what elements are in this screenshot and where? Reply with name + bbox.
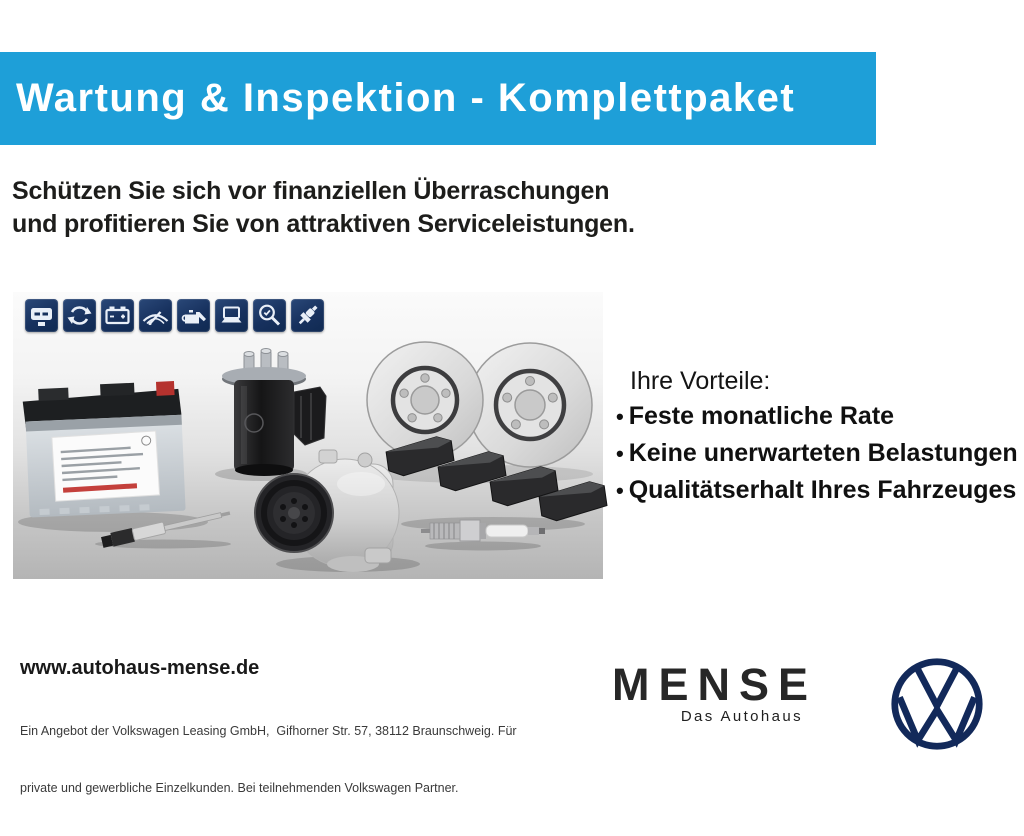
legal-line-1: Ein Angebot der Volkswagen Leasing GmbH, Gifhorner Str. 57, 38112 Braunschweig. Für bbox=[20, 724, 517, 738]
benefit-item bbox=[616, 472, 1020, 509]
inspection-check-icon bbox=[253, 299, 286, 332]
intro-line-1: Schützen Sie sich vor finanziellen Überraschungen bbox=[12, 177, 610, 205]
battery-icon bbox=[101, 299, 134, 332]
title-banner bbox=[0, 52, 876, 145]
parts-photo-panel bbox=[13, 292, 603, 579]
benefit-text-3: Qualitätserhalt Ihres Fahrzeuges bbox=[628, 476, 1017, 504]
intro-text bbox=[12, 175, 635, 241]
oil-change-icon bbox=[177, 299, 210, 332]
intro-line-2: und profitieren Sie von attraktiven Serviceleistungen. bbox=[12, 210, 635, 238]
dealer-logo bbox=[612, 659, 818, 725]
legal-line-2: private und gewerbliche Einzelkunden. Bei teilnehmenden Volkswagen Partner. bbox=[20, 781, 459, 795]
brake-pads-icon bbox=[25, 299, 58, 332]
brake-disc-right bbox=[468, 343, 592, 467]
fuel-filter bbox=[222, 349, 326, 477]
benefits-heading: Ihre Vorteile: bbox=[630, 367, 771, 395]
benefit-item bbox=[616, 435, 1020, 472]
benefit-text-1: Feste monatliche Rate bbox=[628, 402, 895, 430]
website-link[interactable]: www.autohaus-mense.de bbox=[20, 657, 260, 679]
spark-plug-icon bbox=[291, 299, 324, 332]
car-parts-illustration bbox=[13, 292, 603, 579]
benefit-item bbox=[616, 398, 1020, 435]
page-title: Wartung & Inspektion - Komplettpaket bbox=[16, 76, 796, 120]
service-icon-row bbox=[25, 299, 324, 332]
benefits-section bbox=[616, 364, 1020, 509]
benefit-text-2: Keine unerwarteten Belastungen bbox=[628, 439, 1018, 467]
dealer-tagline: Das Autohaus bbox=[680, 708, 804, 725]
dealer-name: MENSE bbox=[612, 659, 818, 710]
legal-text bbox=[20, 684, 517, 836]
wiper-blade-icon bbox=[139, 299, 172, 332]
bullet-icon: • bbox=[616, 404, 624, 429]
bullet-icon: • bbox=[616, 441, 624, 466]
car-battery bbox=[22, 381, 186, 518]
diagnostics-icon bbox=[215, 299, 248, 332]
bullet-icon: • bbox=[616, 478, 624, 503]
vw-logo-icon bbox=[889, 656, 985, 752]
parts-replacement-icon bbox=[63, 299, 96, 332]
